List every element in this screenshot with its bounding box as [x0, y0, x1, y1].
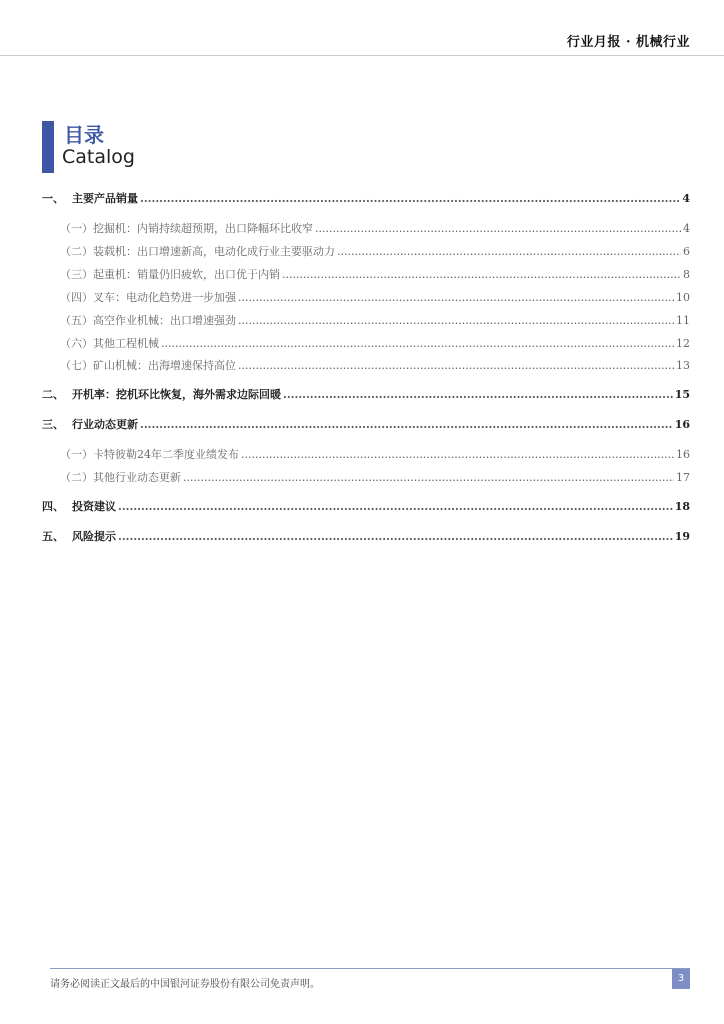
report-header-title: 行业月报 · 机械行业 — [566, 35, 690, 50]
toc-entry-title: 行业动态更新 — [72, 418, 138, 431]
toc-entry-number: 一、 — [42, 192, 64, 205]
header-divider — [0, 55, 724, 56]
toc-entry-page: 12 — [676, 337, 690, 350]
toc-entry-number: 五、 — [42, 530, 64, 543]
toc-entry-page: 11 — [676, 314, 690, 327]
toc-accent-bar — [42, 121, 54, 173]
toc-dot-leader — [140, 192, 680, 206]
toc-entry-subsection[interactable] — [42, 222, 690, 236]
toc-entry-page: 4 — [682, 192, 690, 205]
toc-entry-subsection[interactable] — [42, 314, 690, 328]
toc-entry-subsection[interactable] — [42, 291, 690, 305]
toc-entry-page: 13 — [676, 359, 690, 372]
toc-entry-title: 主要产品销量 — [72, 192, 138, 205]
toc-entry-title: 开机率：挖机环比恢复，海外需求边际回暖 — [72, 388, 281, 401]
toc-entry-subsection[interactable] — [42, 245, 690, 259]
page-number-badge: 3 — [672, 969, 690, 989]
toc-entry-page: 10 — [676, 291, 690, 304]
toc-entry-number: 四、 — [42, 500, 64, 513]
toc-entry-title: 投资建议 — [72, 500, 116, 513]
toc-dot-leader — [241, 448, 674, 462]
toc-entry-page: 19 — [674, 530, 690, 543]
toc-dot-leader — [118, 530, 673, 544]
toc-entry-subsection[interactable] — [42, 359, 690, 373]
footer-disclaimer: 请务必阅读正文最后的中国银河证券股份有限公司免责声明。 — [50, 979, 320, 990]
footer-divider — [50, 968, 690, 969]
toc-entry-page: 6 — [683, 245, 690, 258]
toc-entry-page: 16 — [676, 448, 690, 461]
toc-entry-section-3[interactable] — [42, 418, 690, 432]
toc-title-en: Catalog — [62, 146, 135, 168]
toc-dot-leader — [315, 222, 681, 236]
toc-dot-leader — [118, 500, 673, 514]
toc-entry-subsection[interactable] — [42, 471, 690, 485]
toc-entry-title: （三）起重机：销量仍旧疲软，出口优于内销 — [60, 268, 280, 281]
toc-entry-title: （五）高空作业机械：出口增速强劲 — [60, 314, 236, 327]
toc-dot-leader — [283, 388, 673, 402]
toc-entry-page: 8 — [683, 268, 690, 281]
toc-entry-page: 16 — [674, 418, 690, 431]
toc-entry-section-5[interactable] — [42, 530, 690, 544]
toc-entry-title: （一）挖掘机：内销持续超预期，出口降幅环比收窄 — [60, 222, 313, 235]
toc-entry-title: （二）装载机：出口增速新高，电动化成行业主要驱动力 — [60, 245, 335, 258]
toc-entry-title: （一）卡特彼勒24年二季度业绩发布 — [60, 448, 239, 461]
toc-dot-leader — [238, 314, 674, 328]
toc-entry-page: 18 — [674, 500, 690, 513]
toc-dot-leader — [238, 291, 674, 305]
toc-dot-leader — [337, 245, 681, 259]
toc-entry-section-2[interactable] — [42, 388, 690, 402]
toc-entry-number: 三、 — [42, 418, 64, 431]
toc-dot-leader — [238, 359, 674, 373]
toc-entry-title: （六）其他工程机械 — [60, 337, 159, 350]
toc-entry-section-1[interactable] — [42, 192, 690, 206]
toc-entry-subsection[interactable] — [42, 337, 690, 351]
toc-entry-subsection[interactable] — [42, 448, 690, 462]
toc-entry-title: （七）矿山机械：出海增速保持高位 — [60, 359, 236, 372]
toc-entry-subsection[interactable] — [42, 268, 690, 282]
toc-entry-section-4[interactable] — [42, 500, 690, 514]
toc-entry-title: （二）其他行业动态更新 — [60, 471, 181, 484]
toc-dot-leader — [161, 337, 674, 351]
toc-entry-page: 4 — [683, 222, 690, 235]
toc-dot-leader — [140, 418, 673, 432]
toc-entry-title: （四）叉车：电动化趋势进一步加强 — [60, 291, 236, 304]
toc-dot-leader — [183, 471, 674, 485]
toc-entry-page: 17 — [676, 471, 690, 484]
toc-dot-leader — [282, 268, 681, 282]
toc-entry-page: 15 — [674, 388, 690, 401]
toc-title-cn: 目录 — [64, 123, 104, 147]
toc-entry-title: 风险提示 — [72, 530, 116, 543]
toc-entry-number: 二、 — [42, 388, 64, 401]
